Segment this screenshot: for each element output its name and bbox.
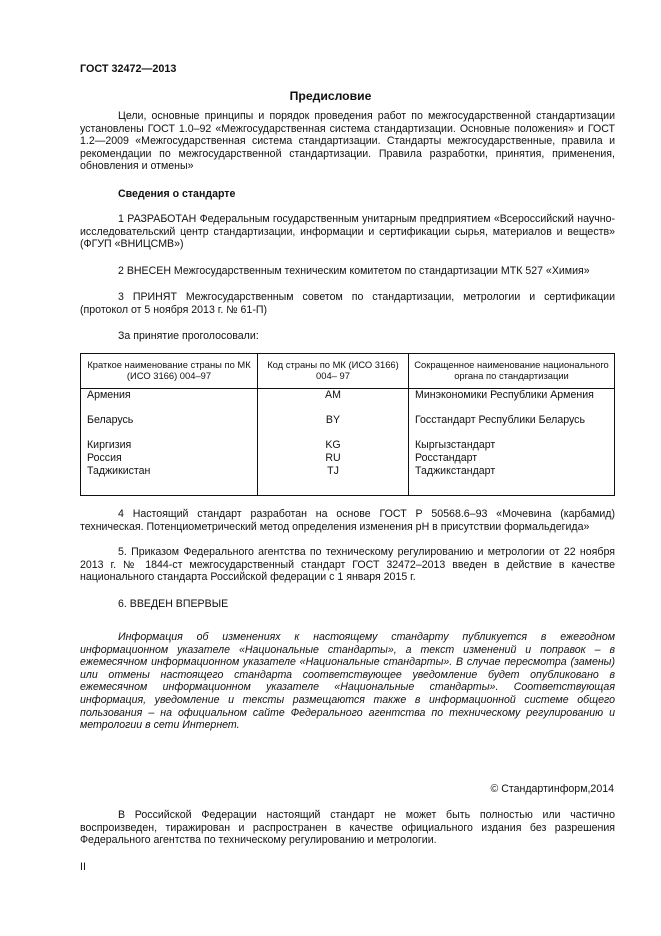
cell-country: Россия [81, 452, 258, 465]
voted-label: За принятие проголосовали: [118, 330, 259, 342]
cell-body: Росстандарт [409, 452, 615, 465]
table-row [81, 414, 615, 427]
page-number: II [80, 861, 86, 873]
table-row [81, 439, 615, 452]
info-notice: Информация об изменениях к настоящему стандарту публикуется в ежегодном информационном указателе «Национальные стандарты», а текст изменений и поправок – в ежемесячном информационном указателе «Национальные стандарты». В случае пересмотра (замены) или отмены настоящего стандарта соответствующее уведомление будет опубликовано в ежемесячном информационном указателе «Национальные стандарты». Соответствующая информация, уведомление и тексты размещаются также в информационной системе общего пользования – на официальном сайте Федерального агентства по техническому регулированию и метрологии в сети Интернет. [80, 631, 615, 732]
cell-country: Армения [81, 389, 258, 402]
cell-code: AM [258, 389, 409, 402]
item-developed: 1 РАЗРАБОТАН Федеральным государственным унитарным предприятием «Всероссийский научно-исследовательский центр стандартизации, информации и сертификации сырья, материалов и веществ» (ФГУП «ВНИЦСМВ») [80, 213, 615, 251]
item-adopted: 3 ПРИНЯТ Межгосударственным советом по стандартизации, метрологии и сертификации (протокол от 5 ноября 2013 г. № 61-П) [80, 291, 615, 316]
cell-body: Минэкономики Республики Армения [409, 389, 615, 402]
cell-body [409, 427, 615, 440]
table-row [81, 389, 615, 402]
cell-code: RU [258, 452, 409, 465]
cell-code: TJ [258, 465, 409, 496]
cell-country [81, 427, 258, 440]
header-code: Код страны по МК (ИСО 3166) 004– 97 [258, 354, 409, 389]
restriction-paragraph: В Российской Федерации настоящий стандарт не может быть полностью или частично воспроизведен, тиражирован и распространен в качестве официального издания без разрешения Федерального агентства по техническому регулированию и метрологии. [80, 809, 615, 847]
item-basis: 4 Настоящий стандарт разработан на основе ГОСТ Р 50568.6–93 «Мочевина (карбамид) техническая. Потенциометрический метод определения изменения pH в присутствии формальдегида» [80, 508, 615, 533]
item-submitted: 2 ВНЕСЕН Межгосударственным техническим комитетом по стандартизации МТК 527 «Химия» [118, 265, 590, 277]
info-heading: Сведения о стандарте [118, 188, 236, 200]
page-title: Предисловие [289, 89, 372, 103]
header-country: Краткое наименование страны по МК (ИСО 3166) 004–97 [81, 354, 258, 389]
item-first-introduced: 6. ВВЕДЕН ВПЕРВЫЕ [118, 598, 229, 610]
table-row [81, 465, 615, 496]
cell-code [258, 427, 409, 440]
cell-body: Таджикстандарт [409, 465, 615, 496]
cell-code: BY [258, 414, 409, 427]
intro-paragraph: Цели, основные принципы и порядок проведения работ по межгосударственной стандартизации установлены ГОСТ 1.0–92 «Межгосударственная система стандартизации. Основные положения» и ГОСТ 1.2—2009 «Межгосударственная система стандартизации. Стандарты межгосударственные, правила и рекомендации по межгосударственной стандартизации. Правила разработки, принятия, применения, обновления и отмены» [80, 110, 615, 173]
cell-country: Таджикистан [81, 465, 258, 496]
cell-country [81, 402, 258, 415]
cell-country: Киргизия [81, 439, 258, 452]
voting-table [80, 353, 615, 496]
document-code: ГОСТ 32472—2013 [80, 63, 177, 75]
cell-body: Госстандарт Республики Беларусь [409, 414, 615, 427]
cell-code: KG [258, 439, 409, 452]
copyright: © Стандартинформ,2014 [490, 783, 614, 795]
cell-country: Беларусь [81, 414, 258, 427]
table-row [81, 452, 615, 465]
cell-body: Кыргызстандарт [409, 439, 615, 452]
header-body: Сокращенное наименование национального органа по стандартизации [409, 354, 615, 389]
table-header-row [81, 354, 615, 389]
cell-code [258, 402, 409, 415]
cell-body [409, 402, 615, 415]
table-row [81, 427, 615, 440]
table-row [81, 402, 615, 415]
item-order: 5. Приказом Федерального агентства по техническому регулированию и метрологии от 22 ноября 2013 г. № 1844-ст межгосударственный стандарт ГОСТ 32472–2013 введен в действие в качестве национального стандарта Российской федерации с 1 января 2015 г. [80, 546, 615, 584]
